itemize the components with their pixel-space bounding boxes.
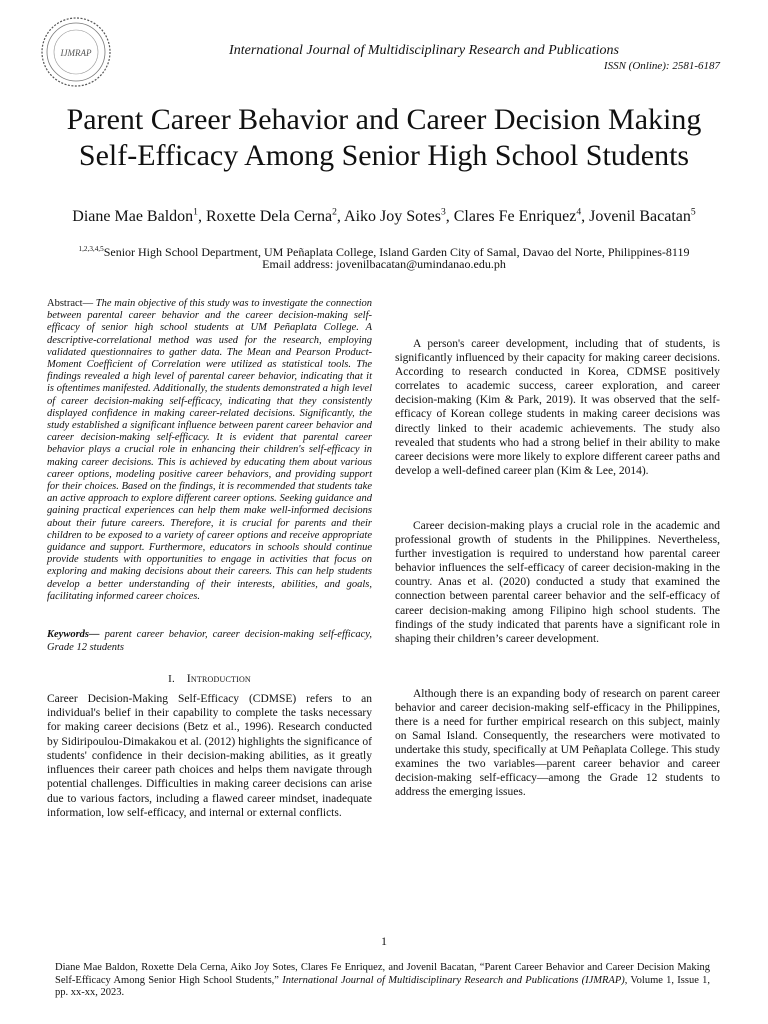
affiliation: $^{1,2,3,4,5}$Senior High School Department, UM Peñaplata College, Island Garden City of Samal, Davao del Norte, Philippines-8119 — [78, 245, 690, 259]
left-column — [47, 298, 372, 820]
title-line-2: Self-Efficacy Among Senior High School Students — [78, 139, 690, 172]
introduction-paragraph: Career Decision-Making Self-Efficacy (CDMSE) refers to an individual's belief in their capability to complete the tasks necessary for making career decisions (Betz et al., 1996). Research conducted by Sidiripoulou-Dimakakou et al. (2012) highlights the significance of students' confidence in their decision-making abilities, as it greatly influences their career path choices and helps them navigate through potential challenges. Difficulties in making career decisions can arise due to various factors, including a flawed career mindset, inadequate information, low self-efficacy, and internal or external conflicts. — [47, 693, 372, 819]
author: Roxette Dela Cerna$^2$, — [205, 207, 345, 226]
keywords — [47, 628, 372, 654]
svg-text:IJMRAP: IJMRAP — [60, 48, 92, 58]
author-email: Email address: jovenilbacatan@umindanao.edu.ph — [262, 257, 506, 271]
abstract — [47, 298, 372, 603]
abstract-label: Abstract— — [47, 298, 94, 309]
keywords-label: Keywords— — [47, 629, 100, 641]
author: Clares Fe Enriquez$^4$, — [453, 207, 590, 226]
title-line-1: Parent Career Behavior and Career Decision Making — [66, 103, 702, 136]
keywords-text: parent career behavior, career decision-making self-efficacy, Grade 12 students — [47, 629, 372, 654]
section-heading-introduction: I. Introduction — [168, 671, 251, 686]
journal-logo — [40, 16, 112, 88]
abstract-text: The main objective of this study was to investigate the connection between parental career behavior and the career decision-making self-efficacy of senior high school students at UM Peñaplata College. A descriptive-correlational method was used for the research, employing validated questionnaires to gather data. The Mean and Pearson Product-Moment Coefficient of Correlation were utilized as statistical tools. The findings revealed a high level of parental career behavior, indicating that it is oftentimes manifested. Additionally, the students demonstrated a high level of career decision-making self-efficacy, indicating that they consistently displayed confidence in making career-related decisions. Significantly, the study established a significant influence between parent career behavior and career decision-making self-efficacy. It is evident that parental career behavior plays a crucial role in enhancing their children's self-efficacy in making career decisions. This is achieved by educating them about various career options, modeling positive career behaviors, and providing support for their choices. Based on the findings, it is recommended that students take an active approach to explore different career options. Seeking guidance and gaining practical experiences can help them make well-informed decisions about their future careers. Therefore, it is crucial for parents and their children to be exposed to a variety of career options and receive appropriate guidance and support. Furthermore, educators in schools should continue provide students with opportunities to engage in activities that focus on exploring and making decisions about their careers. This can help students develop a better understanding of their interests, abilities, and goals, facilitating informed career choices. — [47, 298, 372, 602]
author: Jovenil Bacatan$^5$ — [589, 207, 696, 226]
right-column — [395, 337, 720, 800]
citation-footer: Diane Mae Baldon, Roxette Dela Cerna, Aiko Joy Sotes, Clares Fe Enriquez, and Jovenil Bacatan, “Parent Career Behavior and Career Decision Making Self-Efficacy Among Senior High School Students,” International Journal of Multidisciplinary Research and Publications (IJMRAP), Volume 1, Issue 1, pp. xx-xx, 2023. — [55, 962, 710, 998]
page-number: 1 — [381, 934, 387, 948]
author-list — [50, 203, 718, 227]
author: Diane Mae Baldon$^1$, — [72, 207, 206, 226]
body-paragraph: Although there is an expanding body of research on parent career behavior and career decision-making self-efficacy in the Philippines, there is a need for further empirical research on this subject, mainly on Samal Island. Consequently, the researchers were motivated to undertake this study, specifically at UM Peñaplata College. This study examines the two variables—parent career behavior and career decision-making self-efficacy—among the Grade 12 students to address the emerging issues. — [395, 687, 720, 799]
paper-title — [40, 102, 728, 174]
issn: ISSN (Online): 2581-6187 — [603, 60, 720, 72]
author: Aiko Joy Sotes$^3$, — [344, 207, 454, 226]
body-paragraph: A person's career development, including that of students, is significantly influenced by their capacity for making career decisions. According to research conducted in Korea, CDMSE positively correlates to academic success, career exploration, and career decision-making (Kim & Park, 2019). It was observed that the self-efficacy of Korean college students in making career decisions was directly linked to their academic achievements. The study also revealed that students who had a strong belief in their ability to make career decisions were more likely to explore different career paths and develop a well-defined career plan (Kim & Lee, 2014). — [395, 338, 720, 477]
journal-name: International Journal of Multidisciplinary Research and Publications — [229, 43, 619, 58]
body-paragraph: Career decision-making plays a crucial role in the academic and professional growth of students in the Philippines. Nevertheless, further investigation is required to understand how parental career behavior influences the self-efficacy of career decision-making in the country. Anas et al. (2020) conducted a study that examined the connection between parental career behavior and the self-efficacy of career decision-making among Filipino high school students. The findings of the study indicated that parents have a significant role in shaping their children’s career development. — [395, 519, 720, 645]
